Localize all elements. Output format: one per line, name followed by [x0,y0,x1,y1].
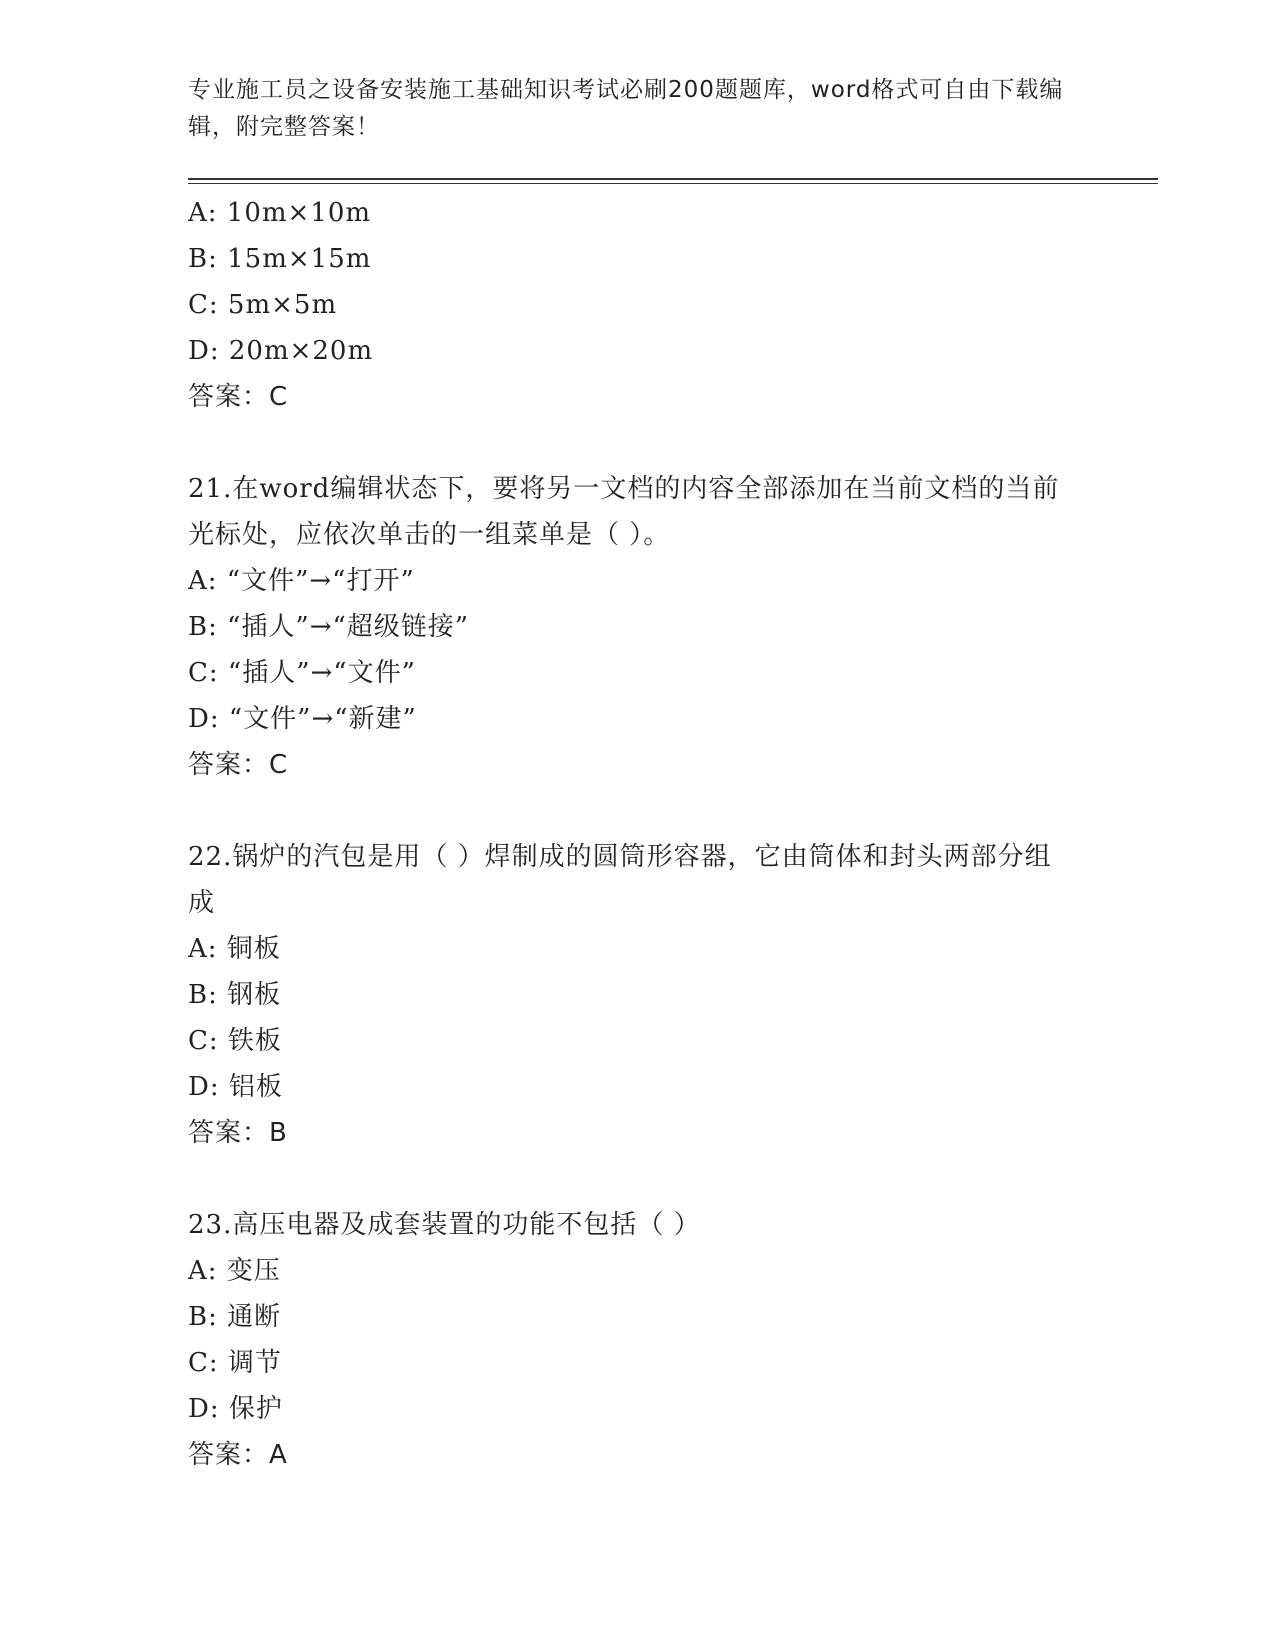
question-block-23 [188,1202,1068,1478]
question-block-20 [188,190,1068,420]
option-c: C: 铁板 [188,1026,282,1056]
option-c: C: 调节 [188,1348,282,1378]
option-d: D: 20m×20m [188,336,374,366]
option-c: C: “插人”→“文件” [188,658,416,688]
question-block-21 [188,466,1068,788]
answer: 答案：C [188,382,289,412]
question-block-22 [188,834,1068,1156]
question-stem: 22.锅炉的汽包是用（ ）焊制成的圆筒形容器，它由筒体和封头两部分组成 [188,842,1052,918]
option-b: B: 15m×15m [188,244,372,274]
option-d: D: 铝板 [188,1072,283,1102]
option-a: A: 铜板 [188,934,281,964]
option-c: C: 5m×5m [188,290,338,320]
document-title: 专业施工员之设备安装施工基础知识考试必刷200题题库，word格式可自由下载编辑，附完整答案！ [188,77,1064,140]
option-a: A: 变压 [188,1256,281,1286]
option-d: D: 保护 [188,1394,283,1424]
answer: 答案：C [188,750,289,780]
option-a: A: 10m×10m [188,198,372,228]
answer: 答案：B [188,1118,288,1148]
answer: 答案：A [188,1440,288,1470]
option-b: B: 通断 [188,1302,282,1332]
page-header [188,72,1068,146]
option-a: A: “文件”→“打开” [188,566,415,596]
document-body [188,190,1068,1478]
question-stem: 21.在word编辑状态下，要将另一文档的内容全部添加在当前文档的当前光标处，应依次单击的一组菜单是（ ）。 [188,474,1060,550]
option-d: D: “文件”→“新建” [188,704,417,734]
question-stem: 23.高压电器及成套装置的功能不包括（ ） [188,1210,701,1240]
option-b: B: “插人”→“超级链接” [188,612,470,642]
option-b: B: 钢板 [188,980,282,1010]
header-divider [188,178,1158,184]
